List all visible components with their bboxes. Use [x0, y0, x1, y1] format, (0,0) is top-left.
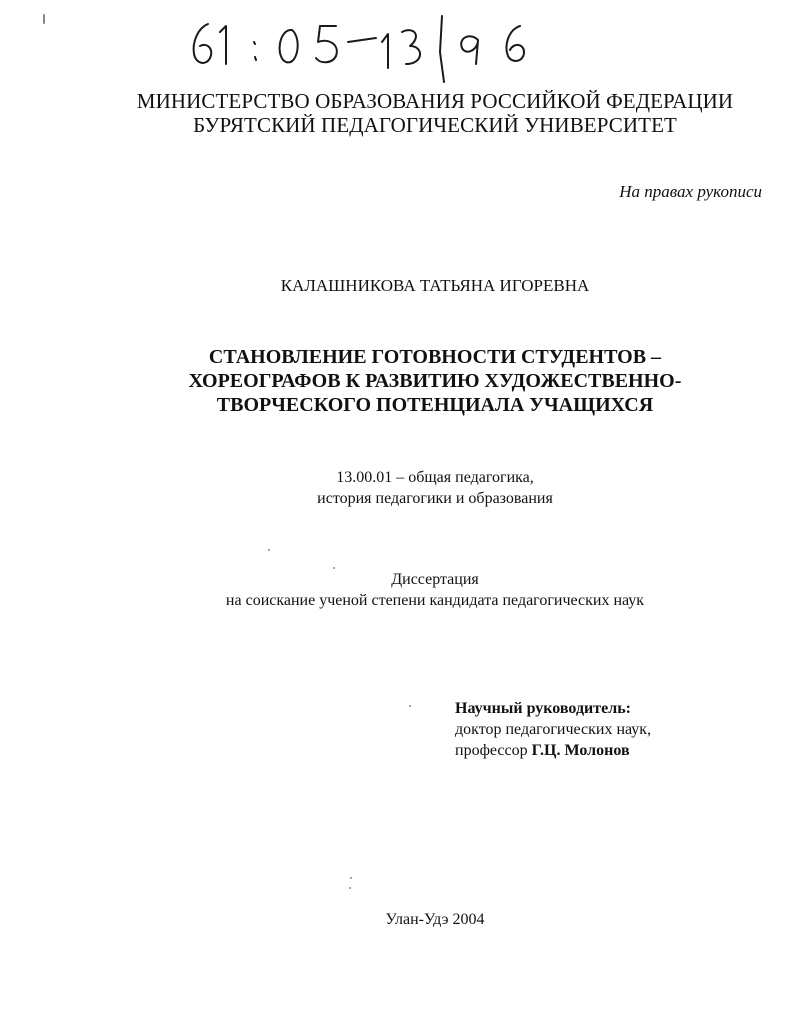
scan-speck: [409, 705, 411, 707]
author-name: КАЛАШНИКОВА ТАТЬЯНА ИГОРЕВНА: [280, 276, 590, 295]
manuscript-rights-note: На правах рукописи: [619, 182, 762, 201]
scan-speck: [268, 549, 270, 551]
title-line: ХОРЕОГРАФОВ К РАЗВИТИЮ ХУДОЖЕСТВЕННО-: [188, 370, 682, 392]
dissertation-title: [0, 345, 795, 417]
institution-header: [0, 89, 795, 137]
ministry-name: МИНИСТЕРСТВО ОБРАЗОВАНИЯ РОССИЙКОЙ ФЕДЕРАЦИИ: [136, 89, 734, 113]
handwritten-archive-mark: [170, 2, 560, 92]
degree-sought: на соискание ученой степени кандидата педагогических наук: [225, 592, 645, 609]
specialty-code: [0, 467, 795, 509]
specialty-line-1: 13.00.01 – общая педагогика,: [336, 469, 534, 486]
city-year: Улан-Удэ 2004: [385, 911, 485, 928]
dissertation-type: [0, 569, 795, 611]
title-line: СТАНОВЛЕНИЕ ГОТОВНОСТИ СТУДЕНТОВ –: [208, 346, 662, 368]
title-line: ТВОРЧЕСКОГО ПОТЕНЦИАЛА УЧАЩИХСЯ: [216, 394, 654, 416]
scan-speck: [333, 567, 335, 569]
scientific-advisor: [455, 698, 651, 761]
advisor-name: Г.Ц. Молонов: [531, 742, 630, 759]
advisor-position-line: [455, 740, 651, 761]
advisor-heading: Научный руководитель:: [455, 700, 631, 717]
scan-speck: [43, 14, 45, 24]
specialty-line-2: история педагогики и образования: [317, 490, 553, 507]
scan-speck: [350, 877, 352, 879]
university-name: БУРЯТСКИЙ ПЕДАГОГИЧЕСКИЙ УНИВЕРСИТЕТ: [193, 113, 677, 137]
advisor-position: профессор: [455, 742, 528, 759]
advisor-degree: доктор педагогических наук,: [455, 721, 652, 738]
handwriting-drawing: [170, 2, 560, 92]
dissertation-label: Диссертация: [391, 571, 479, 588]
scan-speck: [349, 887, 351, 889]
